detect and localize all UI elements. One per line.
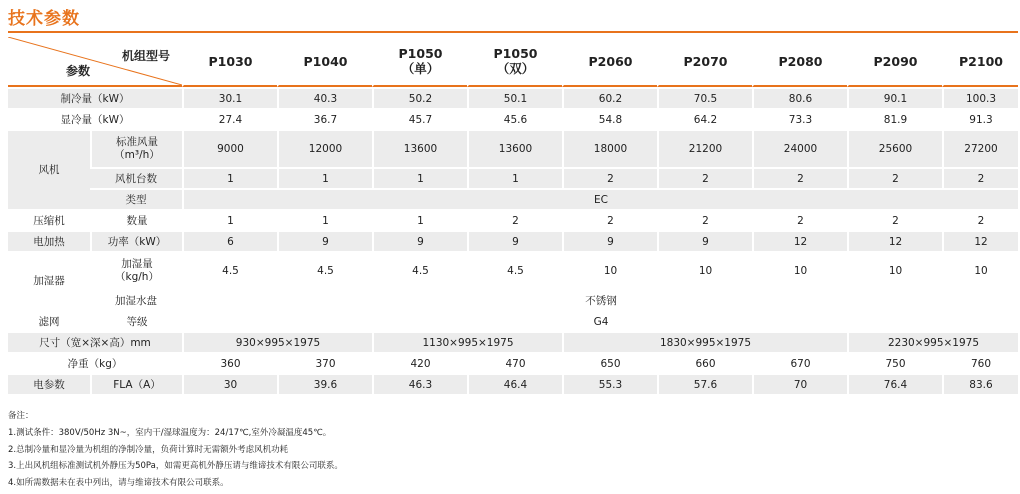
group-label: 加湿器 [8,253,90,310]
value-cell: 1 [277,211,372,230]
value-cell: 91.3 [942,110,1018,129]
value-cell: 64.2 [657,110,752,129]
param-label: 等级 [90,312,182,331]
table-header-row [8,37,1018,87]
value-cell: 27200 [942,131,1018,167]
row-electrical [8,375,1018,394]
value-cell: 6 [182,232,277,251]
value-cell: 2 [847,211,942,230]
value-cell-merged: 930×995×1975 [182,333,372,352]
value-cell: 40.3 [277,89,372,108]
value-cell: 9000 [182,131,277,167]
value-cell: 370 [277,354,372,373]
value-cell: 1 [372,211,467,230]
value-cell: 60.2 [562,89,657,108]
value-cell: 46.3 [372,375,467,394]
value-cell: 45.6 [467,110,562,129]
value-cell: 9 [372,232,467,251]
corner-label-model: 机组型号 [121,49,170,63]
value-cell: 54.8 [562,110,657,129]
model-header: P2080 [752,37,847,87]
value-cell: 2 [467,211,562,230]
value-cell: 46.4 [467,375,562,394]
group-label: 电加热 [8,232,90,251]
value-cell: 10 [942,253,1018,289]
value-cell: 1 [277,169,372,188]
value-cell: 76.4 [847,375,942,394]
value-cell: 10 [752,253,847,289]
value-cell: 2 [562,211,657,230]
value-cell: 2 [942,169,1018,188]
value-cell: 2 [657,211,752,230]
value-cell: 2 [657,169,752,188]
value-cell: 90.1 [847,89,942,108]
model-header: P2060 [562,37,657,87]
value-cell: 4.5 [182,253,277,289]
value-cell: 21200 [657,131,752,167]
value-cell: 70.5 [657,89,752,108]
param-label: 数量 [90,211,182,230]
value-cell: 25600 [847,131,942,167]
value-cell: 81.9 [847,110,942,129]
value-cell: 360 [182,354,277,373]
value-cell: 1 [182,211,277,230]
value-cell: 24000 [752,131,847,167]
value-cell: 83.6 [942,375,1018,394]
note-item: 3.上出风机组标准测试机外静压为50Pa，如需更高机外静压请与维谛技术有限公司联系。 [8,461,343,472]
group-label: 电参数 [8,375,90,394]
value-cell: 1 [467,169,562,188]
note-item: 1.测试条件：380V/50Hz 3N~，室内干/湿球温度为：24/17℃,室外冷凝温度45℃。 [8,427,332,438]
value-cell: 470 [467,354,562,373]
value-cell: 9 [657,232,752,251]
row-sensible [8,110,1018,129]
value-cell: 70 [752,375,847,394]
param-label: 加湿水盘 [90,291,182,310]
model-header: P2100 [942,37,1018,87]
value-cell: 2 [562,169,657,188]
value-cell: 670 [752,354,847,373]
model-header: P2070 [657,37,752,87]
corner-label-param: 参数 [66,64,91,78]
value-cell: 36.7 [277,110,372,129]
param-label: 功率（kW） [90,232,182,251]
row-humidifier-tray [8,291,1018,310]
value-cell: 57.6 [657,375,752,394]
value-cell: 4.5 [277,253,372,289]
value-cell: 13600 [467,131,562,167]
row-humidifier-amount [8,253,1018,289]
note-item: 2.总制冷量和显冷量为机组的净制冷量，负荷计算时无需额外考虑风机功耗 [8,444,289,455]
param-label: 类型 [90,190,182,209]
value-cell: 10 [657,253,752,289]
value-cell: 2 [847,169,942,188]
value-cell: 12 [847,232,942,251]
value-cell: 39.6 [277,375,372,394]
value-cell: 9 [562,232,657,251]
value-cell: 27.4 [182,110,277,129]
model-header: P1040 [277,37,372,87]
value-cell: 55.3 [562,375,657,394]
value-cell: 9 [277,232,372,251]
model-header: P1050 （双） [467,37,562,87]
value-cell: 2 [942,211,1018,230]
param-label: 净重（kg） [8,354,182,373]
row-filter [8,312,1018,331]
value-cell: 660 [657,354,752,373]
value-cell: 50.2 [372,89,467,108]
value-cell: 9 [467,232,562,251]
spec-table [8,35,1018,396]
value-cell: 100.3 [942,89,1018,108]
value-cell: 4.5 [372,253,467,289]
value-cell: 12 [942,232,1018,251]
row-fan-type [8,190,1018,209]
value-cell: 73.3 [752,110,847,129]
row-fan-count [8,169,1018,188]
value-cell-merged: 不锈钢 [182,291,1018,310]
value-cell: 80.6 [752,89,847,108]
value-cell: 13600 [372,131,467,167]
page-title: 技术参数 [8,9,80,29]
value-cell: 30 [182,375,277,394]
value-cell: 750 [847,354,942,373]
value-cell: 50.1 [467,89,562,108]
param-label: 显冷量（kW） [8,110,182,129]
row-fan-airflow [8,131,1018,167]
value-cell-merged: G4 [182,312,1018,331]
value-cell: 45.7 [372,110,467,129]
value-cell-merged: EC [182,190,1018,209]
value-cell-merged: 1130×995×1975 [372,333,562,352]
value-cell: 12000 [277,131,372,167]
value-cell: 2 [752,169,847,188]
row-size [8,333,1018,352]
value-cell: 10 [562,253,657,289]
value-cell: 2 [752,211,847,230]
value-cell: 30.1 [182,89,277,108]
value-cell: 1 [182,169,277,188]
model-header: P1030 [182,37,277,87]
header-corner [8,37,182,87]
title-divider [8,31,1018,33]
value-cell-merged: 2230×995×1975 [847,333,1018,352]
notes-heading: 备注： [8,411,34,421]
param-label: 加湿量 （kg/h） [90,253,182,289]
value-cell: 760 [942,354,1018,373]
value-cell: 650 [562,354,657,373]
note-item: 4.如所需数据未在表中列出，请与维谛技术有限公司联系。 [8,478,229,489]
param-label: FLA（A） [90,375,182,394]
row-weight [8,354,1018,373]
model-header: P2090 [847,37,942,87]
value-cell: 4.5 [467,253,562,289]
value-cell: 10 [847,253,942,289]
param-label: 尺寸（宽×深×高）mm [8,333,182,352]
row-cooling [8,89,1018,108]
notes [8,408,343,492]
row-compressor [8,211,1018,230]
param-label: 风机台数 [90,169,182,188]
value-cell: 420 [372,354,467,373]
value-cell: 1 [372,169,467,188]
param-label: 标准风量 （m³/h） [90,131,182,167]
model-header: P1050 （单） [372,37,467,87]
group-label: 风机 [8,131,90,209]
group-label: 滤网 [8,312,90,331]
param-label: 制冷量（kW） [8,89,182,108]
row-heater [8,232,1018,251]
value-cell: 18000 [562,131,657,167]
group-label: 压缩机 [8,211,90,230]
value-cell: 12 [752,232,847,251]
value-cell-merged: 1830×995×1975 [562,333,847,352]
